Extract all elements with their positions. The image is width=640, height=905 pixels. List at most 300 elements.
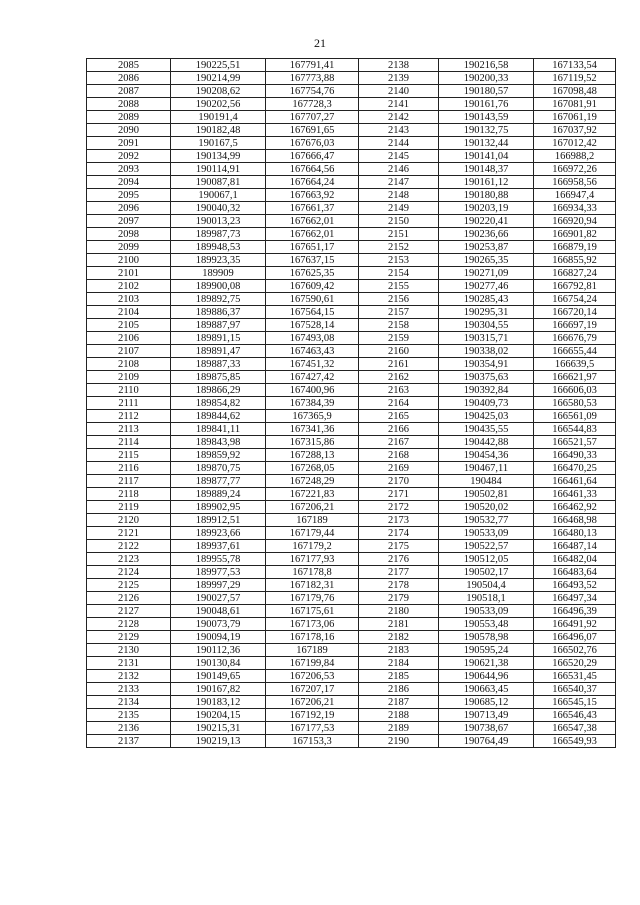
y-coordinate-left: 167662,01 [266, 228, 359, 241]
x-coordinate-left: 189859,92 [171, 449, 266, 462]
y-coordinate-left: 167728,3 [266, 98, 359, 111]
point-number-left: 2098 [87, 228, 171, 241]
x-coordinate-right: 190442,88 [439, 436, 534, 449]
point-number-right: 2159 [359, 332, 439, 345]
x-coordinate-right: 190553,48 [439, 618, 534, 631]
table-row [87, 735, 616, 748]
x-coordinate-left: 190214,99 [171, 72, 266, 85]
x-coordinate-right: 190512,05 [439, 553, 534, 566]
x-coordinate-left: 190114,91 [171, 163, 266, 176]
x-coordinate-right: 190220,41 [439, 215, 534, 228]
table-row [87, 592, 616, 605]
point-number-right: 2155 [359, 280, 439, 293]
point-number-left: 2118 [87, 488, 171, 501]
y-coordinate-left: 167189 [266, 644, 359, 657]
x-coordinate-right: 190143,59 [439, 111, 534, 124]
x-coordinate-left: 190087,81 [171, 176, 266, 189]
y-coordinate-right: 167037,92 [534, 124, 616, 137]
point-number-right: 2160 [359, 345, 439, 358]
x-coordinate-right: 190180,88 [439, 189, 534, 202]
point-number-left: 2119 [87, 501, 171, 514]
point-number-left: 2131 [87, 657, 171, 670]
point-number-left: 2108 [87, 358, 171, 371]
y-coordinate-right: 166493,52 [534, 579, 616, 592]
x-coordinate-left: 189955,78 [171, 553, 266, 566]
point-number-right: 2152 [359, 241, 439, 254]
x-coordinate-left: 190027,57 [171, 592, 266, 605]
point-number-right: 2189 [359, 722, 439, 735]
x-coordinate-left: 190183,12 [171, 696, 266, 709]
x-coordinate-right: 190200,33 [439, 72, 534, 85]
point-number-left: 2110 [87, 384, 171, 397]
y-coordinate-left: 167590,61 [266, 293, 359, 306]
y-coordinate-left: 167199,84 [266, 657, 359, 670]
point-number-left: 2116 [87, 462, 171, 475]
y-coordinate-right: 166491,92 [534, 618, 616, 631]
x-coordinate-right: 190595,24 [439, 644, 534, 657]
point-number-left: 2115 [87, 449, 171, 462]
y-coordinate-right: 166920,94 [534, 215, 616, 228]
table-row [87, 241, 616, 254]
x-coordinate-left: 190204,15 [171, 709, 266, 722]
table-row [87, 670, 616, 683]
table-row [87, 319, 616, 332]
point-number-left: 2097 [87, 215, 171, 228]
table-row [87, 501, 616, 514]
x-coordinate-right: 190578,98 [439, 631, 534, 644]
y-coordinate-left: 167493,08 [266, 332, 359, 345]
y-coordinate-left: 167651,17 [266, 241, 359, 254]
point-number-right: 2161 [359, 358, 439, 371]
point-number-right: 2166 [359, 423, 439, 436]
y-coordinate-right: 166461,64 [534, 475, 616, 488]
x-coordinate-right: 190533,09 [439, 605, 534, 618]
x-coordinate-left: 190215,31 [171, 722, 266, 735]
y-coordinate-left: 167153,3 [266, 735, 359, 748]
x-coordinate-left: 189948,53 [171, 241, 266, 254]
y-coordinate-right: 167081,91 [534, 98, 616, 111]
x-coordinate-left: 189870,75 [171, 462, 266, 475]
y-coordinate-left: 167206,21 [266, 696, 359, 709]
y-coordinate-left: 167341,36 [266, 423, 359, 436]
point-number-right: 2150 [359, 215, 439, 228]
y-coordinate-left: 167637,15 [266, 254, 359, 267]
point-number-left: 2113 [87, 423, 171, 436]
table-row [87, 410, 616, 423]
x-coordinate-left: 190094,19 [171, 631, 266, 644]
point-number-right: 2190 [359, 735, 439, 748]
point-number-left: 2107 [87, 345, 171, 358]
x-coordinate-left: 189923,66 [171, 527, 266, 540]
y-coordinate-left: 167189 [266, 514, 359, 527]
table-row [87, 553, 616, 566]
x-coordinate-left: 189902,95 [171, 501, 266, 514]
point-number-right: 2151 [359, 228, 439, 241]
y-coordinate-right: 166470,25 [534, 462, 616, 475]
table-row [87, 111, 616, 124]
y-coordinate-right: 166496,07 [534, 631, 616, 644]
point-number-left: 2092 [87, 150, 171, 163]
y-coordinate-right: 166827,24 [534, 267, 616, 280]
x-coordinate-right: 190502,81 [439, 488, 534, 501]
x-coordinate-right: 190180,57 [439, 85, 534, 98]
table-row [87, 696, 616, 709]
point-number-right: 2156 [359, 293, 439, 306]
point-number-right: 2169 [359, 462, 439, 475]
table-row [87, 163, 616, 176]
table-row [87, 202, 616, 215]
y-coordinate-left: 167664,24 [266, 176, 359, 189]
y-coordinate-left: 167248,29 [266, 475, 359, 488]
point-number-right: 2173 [359, 514, 439, 527]
table-row [87, 72, 616, 85]
point-number-right: 2175 [359, 540, 439, 553]
x-coordinate-left: 189866,29 [171, 384, 266, 397]
y-coordinate-right: 166947,4 [534, 189, 616, 202]
point-number-left: 2126 [87, 592, 171, 605]
coordinates-table [86, 58, 616, 748]
point-number-left: 2117 [87, 475, 171, 488]
y-coordinate-right: 166606,03 [534, 384, 616, 397]
x-coordinate-right: 190375,63 [439, 371, 534, 384]
x-coordinate-right: 190277,46 [439, 280, 534, 293]
point-number-left: 2125 [87, 579, 171, 592]
y-coordinate-left: 167179,44 [266, 527, 359, 540]
x-coordinate-right: 190522,57 [439, 540, 534, 553]
y-coordinate-right: 166497,34 [534, 592, 616, 605]
y-coordinate-left: 167175,61 [266, 605, 359, 618]
point-number-right: 2162 [359, 371, 439, 384]
point-number-left: 2134 [87, 696, 171, 709]
y-coordinate-right: 166544,83 [534, 423, 616, 436]
table-row [87, 371, 616, 384]
x-coordinate-left: 189844,62 [171, 410, 266, 423]
point-number-left: 2123 [87, 553, 171, 566]
table-row [87, 423, 616, 436]
y-coordinate-left: 167178,8 [266, 566, 359, 579]
y-coordinate-left: 167179,76 [266, 592, 359, 605]
x-coordinate-right: 190713,49 [439, 709, 534, 722]
y-coordinate-right: 166621,97 [534, 371, 616, 384]
y-coordinate-right: 166988,2 [534, 150, 616, 163]
point-number-right: 2186 [359, 683, 439, 696]
table-row [87, 540, 616, 553]
point-number-right: 2167 [359, 436, 439, 449]
x-coordinate-right: 190132,75 [439, 124, 534, 137]
point-number-right: 2184 [359, 657, 439, 670]
table-row [87, 709, 616, 722]
x-coordinate-left: 189892,75 [171, 293, 266, 306]
x-coordinate-left: 189923,35 [171, 254, 266, 267]
x-coordinate-left: 190182,48 [171, 124, 266, 137]
x-coordinate-left: 189891,15 [171, 332, 266, 345]
table-row [87, 124, 616, 137]
y-coordinate-right: 167061,19 [534, 111, 616, 124]
y-coordinate-left: 167192,19 [266, 709, 359, 722]
y-coordinate-left: 167206,21 [266, 501, 359, 514]
x-coordinate-right: 190295,31 [439, 306, 534, 319]
y-coordinate-right: 166934,33 [534, 202, 616, 215]
point-number-right: 2177 [359, 566, 439, 579]
x-coordinate-left: 190208,62 [171, 85, 266, 98]
point-number-right: 2181 [359, 618, 439, 631]
point-number-right: 2183 [359, 644, 439, 657]
point-number-right: 2185 [359, 670, 439, 683]
point-number-left: 2111 [87, 397, 171, 410]
y-coordinate-right: 166855,92 [534, 254, 616, 267]
x-coordinate-left: 189877,77 [171, 475, 266, 488]
x-coordinate-right: 190161,12 [439, 176, 534, 189]
y-coordinate-right: 166480,13 [534, 527, 616, 540]
table-row [87, 436, 616, 449]
point-number-right: 2174 [359, 527, 439, 540]
point-number-left: 2085 [87, 59, 171, 72]
y-coordinate-left: 167662,01 [266, 215, 359, 228]
x-coordinate-left: 189887,33 [171, 358, 266, 371]
y-coordinate-left: 167288,13 [266, 449, 359, 462]
x-coordinate-right: 190738,67 [439, 722, 534, 735]
y-coordinate-left: 167664,56 [266, 163, 359, 176]
x-coordinate-right: 190354,91 [439, 358, 534, 371]
x-coordinate-left: 190040,32 [171, 202, 266, 215]
x-coordinate-right: 190236,66 [439, 228, 534, 241]
x-coordinate-right: 190435,55 [439, 423, 534, 436]
point-number-left: 2135 [87, 709, 171, 722]
point-number-right: 2144 [359, 137, 439, 150]
point-number-left: 2090 [87, 124, 171, 137]
point-number-left: 2114 [87, 436, 171, 449]
table-row [87, 306, 616, 319]
table-row [87, 228, 616, 241]
y-coordinate-left: 167564,15 [266, 306, 359, 319]
x-coordinate-right: 190148,37 [439, 163, 534, 176]
point-number-left: 2086 [87, 72, 171, 85]
point-number-left: 2095 [87, 189, 171, 202]
y-coordinate-left: 167177,93 [266, 553, 359, 566]
y-coordinate-left: 167791,41 [266, 59, 359, 72]
point-number-left: 2122 [87, 540, 171, 553]
point-number-left: 2087 [87, 85, 171, 98]
table-row [87, 605, 616, 618]
point-number-left: 2089 [87, 111, 171, 124]
x-coordinate-right: 190285,43 [439, 293, 534, 306]
coordinates-table-body [87, 59, 616, 748]
y-coordinate-right: 166879,19 [534, 241, 616, 254]
x-coordinate-right: 190425,03 [439, 410, 534, 423]
table-row [87, 514, 616, 527]
y-coordinate-left: 167182,31 [266, 579, 359, 592]
y-coordinate-right: 166754,24 [534, 293, 616, 306]
table-row [87, 358, 616, 371]
y-coordinate-right: 166901,82 [534, 228, 616, 241]
y-coordinate-right: 166676,79 [534, 332, 616, 345]
x-coordinate-left: 189886,37 [171, 306, 266, 319]
table-row [87, 215, 616, 228]
point-number-right: 2176 [359, 553, 439, 566]
y-coordinate-right: 166697,19 [534, 319, 616, 332]
point-number-right: 2153 [359, 254, 439, 267]
y-coordinate-right: 166540,37 [534, 683, 616, 696]
x-coordinate-left: 190191,4 [171, 111, 266, 124]
x-coordinate-left: 189912,51 [171, 514, 266, 527]
x-coordinate-right: 190454,36 [439, 449, 534, 462]
y-coordinate-left: 167173,06 [266, 618, 359, 631]
y-coordinate-left: 167625,35 [266, 267, 359, 280]
point-number-left: 2136 [87, 722, 171, 735]
point-number-left: 2102 [87, 280, 171, 293]
point-number-left: 2088 [87, 98, 171, 111]
y-coordinate-left: 167206,53 [266, 670, 359, 683]
y-coordinate-left: 167463,43 [266, 345, 359, 358]
x-coordinate-right: 190271,09 [439, 267, 534, 280]
x-coordinate-right: 190685,12 [439, 696, 534, 709]
x-coordinate-right: 190533,09 [439, 527, 534, 540]
x-coordinate-left: 189900,08 [171, 280, 266, 293]
y-coordinate-right: 166720,14 [534, 306, 616, 319]
table-row [87, 59, 616, 72]
y-coordinate-left: 167268,05 [266, 462, 359, 475]
point-number-right: 2138 [359, 59, 439, 72]
x-coordinate-right: 190484 [439, 475, 534, 488]
y-coordinate-left: 167451,32 [266, 358, 359, 371]
y-coordinate-right: 166521,57 [534, 436, 616, 449]
y-coordinate-right: 166461,33 [534, 488, 616, 501]
table-row [87, 722, 616, 735]
point-number-right: 2172 [359, 501, 439, 514]
y-coordinate-left: 167427,42 [266, 371, 359, 384]
x-coordinate-left: 189997,29 [171, 579, 266, 592]
x-coordinate-right: 190764,49 [439, 735, 534, 748]
y-coordinate-left: 167178,16 [266, 631, 359, 644]
x-coordinate-right: 190304,55 [439, 319, 534, 332]
y-coordinate-right: 166972,26 [534, 163, 616, 176]
point-number-left: 2112 [87, 410, 171, 423]
point-number-left: 2099 [87, 241, 171, 254]
x-coordinate-right: 190315,71 [439, 332, 534, 345]
point-number-right: 2143 [359, 124, 439, 137]
x-coordinate-left: 190225,51 [171, 59, 266, 72]
point-number-right: 2179 [359, 592, 439, 605]
x-coordinate-right: 190265,35 [439, 254, 534, 267]
table-row [87, 98, 616, 111]
y-coordinate-left: 167400,96 [266, 384, 359, 397]
point-number-left: 2096 [87, 202, 171, 215]
table-row [87, 579, 616, 592]
point-number-right: 2164 [359, 397, 439, 410]
table-row [87, 566, 616, 579]
point-number-left: 2128 [87, 618, 171, 631]
table-row [87, 137, 616, 150]
x-coordinate-left: 190130,84 [171, 657, 266, 670]
table-row [87, 267, 616, 280]
y-coordinate-right: 166496,39 [534, 605, 616, 618]
x-coordinate-right: 190141,04 [439, 150, 534, 163]
point-number-right: 2180 [359, 605, 439, 618]
x-coordinate-right: 190203,19 [439, 202, 534, 215]
x-coordinate-left: 190134,99 [171, 150, 266, 163]
point-number-left: 2121 [87, 527, 171, 540]
point-number-right: 2149 [359, 202, 439, 215]
table-row [87, 618, 616, 631]
x-coordinate-left: 190112,36 [171, 644, 266, 657]
y-coordinate-left: 167661,37 [266, 202, 359, 215]
point-number-left: 2094 [87, 176, 171, 189]
y-coordinate-right: 166545,15 [534, 696, 616, 709]
point-number-left: 2106 [87, 332, 171, 345]
y-coordinate-left: 167221,83 [266, 488, 359, 501]
point-number-right: 2142 [359, 111, 439, 124]
y-coordinate-right: 166462,92 [534, 501, 616, 514]
x-coordinate-right: 190621,38 [439, 657, 534, 670]
table-row [87, 85, 616, 98]
y-coordinate-right: 167098,48 [534, 85, 616, 98]
table-row [87, 384, 616, 397]
y-coordinate-right: 166561,09 [534, 410, 616, 423]
point-number-left: 2133 [87, 683, 171, 696]
y-coordinate-right: 166549,93 [534, 735, 616, 748]
x-coordinate-left: 190202,56 [171, 98, 266, 111]
y-coordinate-left: 167315,86 [266, 436, 359, 449]
point-number-left: 2093 [87, 163, 171, 176]
point-number-right: 2165 [359, 410, 439, 423]
table-row [87, 657, 616, 670]
point-number-right: 2178 [359, 579, 439, 592]
y-coordinate-left: 167384,39 [266, 397, 359, 410]
point-number-right: 2187 [359, 696, 439, 709]
x-coordinate-left: 189889,24 [171, 488, 266, 501]
x-coordinate-right: 190392,84 [439, 384, 534, 397]
y-coordinate-left: 167691,65 [266, 124, 359, 137]
point-number-right: 2148 [359, 189, 439, 202]
table-row [87, 397, 616, 410]
point-number-left: 2103 [87, 293, 171, 306]
point-number-left: 2105 [87, 319, 171, 332]
table-row [87, 150, 616, 163]
y-coordinate-left: 167773,88 [266, 72, 359, 85]
point-number-left: 2137 [87, 735, 171, 748]
point-number-right: 2188 [359, 709, 439, 722]
table-row [87, 449, 616, 462]
x-coordinate-right: 190467,11 [439, 462, 534, 475]
table-row [87, 631, 616, 644]
x-coordinate-right: 190502,17 [439, 566, 534, 579]
y-coordinate-right: 166958,56 [534, 176, 616, 189]
y-coordinate-right: 166546,43 [534, 709, 616, 722]
point-number-right: 2145 [359, 150, 439, 163]
y-coordinate-left: 167754,76 [266, 85, 359, 98]
y-coordinate-right: 166547,38 [534, 722, 616, 735]
x-coordinate-right: 190216,58 [439, 59, 534, 72]
y-coordinate-right: 166580,53 [534, 397, 616, 410]
point-number-right: 2182 [359, 631, 439, 644]
y-coordinate-right: 166482,04 [534, 553, 616, 566]
x-coordinate-left: 190167,82 [171, 683, 266, 696]
y-coordinate-right: 166520,29 [534, 657, 616, 670]
x-coordinate-left: 190073,79 [171, 618, 266, 631]
x-coordinate-left: 190067,1 [171, 189, 266, 202]
point-number-right: 2146 [359, 163, 439, 176]
y-coordinate-right: 166468,98 [534, 514, 616, 527]
x-coordinate-left: 189887,97 [171, 319, 266, 332]
x-coordinate-right: 190253,87 [439, 241, 534, 254]
page-number: 21 [314, 36, 326, 50]
table-row [87, 644, 616, 657]
y-coordinate-right: 167012,42 [534, 137, 616, 150]
point-number-left: 2120 [87, 514, 171, 527]
y-coordinate-right: 167119,52 [534, 72, 616, 85]
x-coordinate-left: 190048,61 [171, 605, 266, 618]
table-row [87, 254, 616, 267]
